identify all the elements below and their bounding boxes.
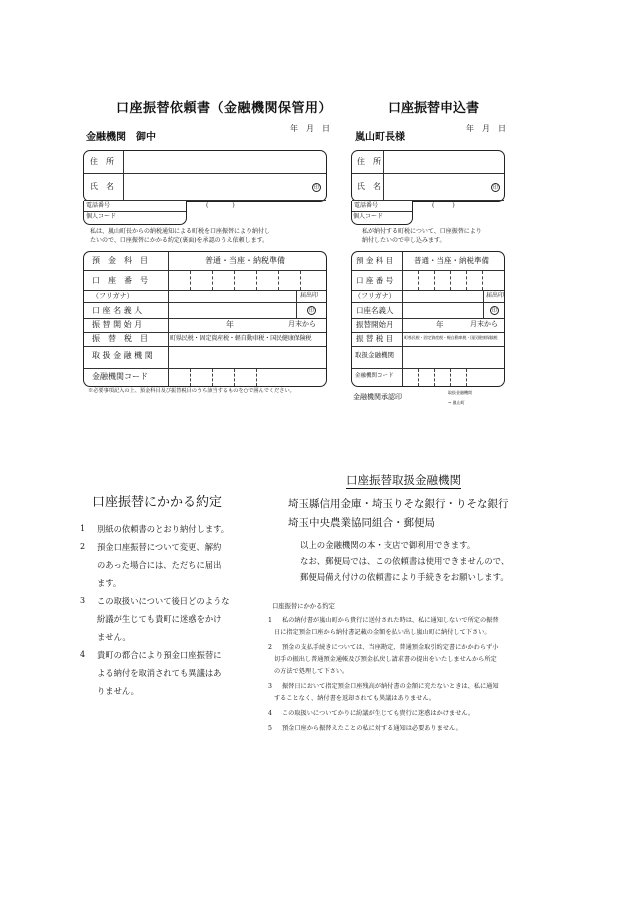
bank-form-seal-mark: 印 <box>313 185 319 191</box>
bank-form-intro-1: 私は、嵐山町長からの納税通知による町税を口座振替により納付し <box>90 228 271 235</box>
town-form-personal-code-label: 個人コード <box>353 213 384 220</box>
town-form-approval-label: 金融機関承認印 <box>353 393 402 401</box>
town-form-start-month-suffix: 月末から <box>470 320 498 328</box>
town-form-bank-input[interactable] <box>404 347 502 367</box>
town-form-name-label: 氏 名 <box>357 182 381 191</box>
town-form-start-year: 年 <box>436 320 444 329</box>
bank-form-footnote: ※必要事項記入の上、預金科目及び振替税目のうち該当するものを○で囲んでください。 <box>88 388 295 394</box>
agreement-item-number: 4 <box>80 650 86 659</box>
town-form-intro-2: 納付したいので申し込みます。 <box>362 237 446 244</box>
town-form-phone-label: 電話番号 <box>354 202 379 209</box>
bank-form-deposit-type-options[interactable]: 普通・当座・納税準備 <box>205 256 285 265</box>
bank-form-tax-label: 振 替 税 目 <box>92 334 148 343</box>
town-form-deposit-type-options[interactable]: 普通・当座・納税準備 <box>414 256 489 265</box>
town-form-bank-code-label: 金融機関コード <box>355 373 394 379</box>
banks-line-1: 埼玉縣信用金庫・埼玉りそな銀行・りそな銀行 <box>288 498 509 510</box>
agreement-item-text: 預金口座振替について変更、解約 <box>97 542 222 552</box>
town-form-phone-input[interactable]: ( ) <box>432 202 455 209</box>
bank-form-holder-seal-mark: 印 <box>308 308 314 314</box>
bank-form-title: 口座振替依頼書（金融機関保管用） <box>116 101 333 116</box>
agreement-item-text: りません。 <box>97 686 139 696</box>
bank-form-name-input[interactable] <box>125 175 305 197</box>
agreement-item-number: 3 <box>80 596 86 605</box>
town-application-form <box>340 0 530 410</box>
bank-agreement-item-text: することなく、納付書を返却されても異議はありません。 <box>274 695 436 702</box>
bank-agreement-section <box>262 598 602 748</box>
town-form-addressee: 嵐山町長様 <box>355 132 405 143</box>
bank-agreement-item-number: 4 <box>268 710 272 717</box>
town-form-intro-1: 私が納付する町税について、口座振替により <box>362 228 482 235</box>
town-form-address-input[interactable] <box>385 152 501 172</box>
agreement-section <box>0 480 290 700</box>
town-form-holder-seal-mark: 印 <box>491 308 497 314</box>
agreement-item-number: 1 <box>80 524 86 533</box>
bank-agreement-item-number: 1 <box>268 617 272 624</box>
bank-form-holder-label: 口 座 名 義 人 <box>92 306 143 315</box>
bank-form-address-input[interactable] <box>125 152 323 172</box>
bank-agreement-item-text: の方法で処理して下さい。 <box>274 668 349 675</box>
agreement-item-text: この取扱いについて後日どのような <box>97 596 230 606</box>
bank-form-name-label: 氏 名 <box>90 182 114 191</box>
town-form-start-month-label: 振替開始月 <box>356 320 394 329</box>
bank-form-date: 年 月 日 <box>290 124 330 133</box>
banks-section <box>270 470 620 590</box>
agreement-item-text: よる納付を取消されても異議はあ <box>97 668 222 678</box>
town-form-note-1: 取扱金融機関 <box>448 390 472 395</box>
town-form-address-label: 住 所 <box>357 157 381 166</box>
town-form-name-input[interactable] <box>385 175 485 197</box>
town-form-tax-label: 振 替 税 目 <box>356 334 394 343</box>
town-form-bank-label: 取扱金融機関 <box>355 351 394 359</box>
bank-agreement-item-text: 振替日において指定預金口座残高が納付書の金額に充たないときは、私に通知 <box>282 683 499 690</box>
bank-form-bank-code-label: 金融機関コード <box>92 372 148 381</box>
bank-form-registered-seal-label: 届出印 <box>300 292 319 299</box>
town-form-furigana-label: （フリガナ） <box>354 292 396 300</box>
town-form-tax-options[interactable]: 町県民税・固定資産税・軽自動車税・国民健康保険税 <box>404 335 498 340</box>
bank-form-furigana-label: （フリガナ） <box>92 292 134 300</box>
bank-form-personal-code-label: 個人コード <box>86 213 117 220</box>
bank-form-address-label: 住 所 <box>90 157 114 166</box>
bank-agreement-item-text: 日に指定預金口座から納付書記載の金額を払い出し嵐山町に納付して下さい。 <box>274 629 491 636</box>
bank-form-start-year: 年 <box>226 320 234 329</box>
bank-agreement-item-text: 切手の振出し普通預金通帳及び預金払戻し請求書の提出をいたしませんから所定 <box>274 656 497 663</box>
town-form-date: 年 月 日 <box>466 124 506 133</box>
bank-form-start-month-suffix: 月末から <box>288 320 316 328</box>
bank-form-account-number-label: 口 座 番 号 <box>92 276 148 285</box>
bank-form-deposit-type-label: 預 金 科 目 <box>92 256 148 265</box>
bank-copy-form <box>0 0 340 410</box>
agreement-item-text: 貴町の都合により預金口座振替に <box>97 650 222 660</box>
town-form-account-number-label: 口 座 番 号 <box>356 276 394 285</box>
bank-agreement-item-number: 2 <box>268 644 272 651</box>
town-form-registered-seal-label: 届出印 <box>486 292 505 299</box>
bank-form-intro-2: たいので、口座振替にかかる約定(裏面)を承認のうえ依頼します。 <box>90 237 269 244</box>
banks-title: 口座振替取扱金融機関 <box>346 473 461 487</box>
banks-note-2: なお、郵便局では、この依頼書は使用できませんので、 <box>300 556 510 566</box>
agreement-item-text: 紛議が生じても貴町に迷惑をかけ <box>97 614 222 624</box>
bank-form-phone-label: 電話番号 <box>86 202 111 209</box>
bank-agreement-title: 口座振替にかかる約定 <box>272 603 335 610</box>
town-form-note-2: → 嵐山町 <box>448 400 465 405</box>
bank-agreement-item-text: 預金口座から振替えたことの私に対する通知は必要ありません。 <box>282 725 462 732</box>
agreement-item-text: ます。 <box>97 578 122 588</box>
town-form-deposit-type-label: 預 金 科 目 <box>356 256 394 265</box>
town-form-account-number-input[interactable] <box>404 271 502 290</box>
bank-agreement-item-number: 5 <box>268 725 272 732</box>
bank-agreement-item-number: 3 <box>268 683 272 690</box>
town-form-holder-input[interactable] <box>404 291 482 317</box>
agreement-item-text: 別紙の依頼書のとおり納付します。 <box>97 524 230 534</box>
bank-form-holder-input[interactable] <box>170 291 294 317</box>
town-form-title: 口座振替申込書 <box>388 101 480 116</box>
agreement-title: 口座振替にかかる約定 <box>92 495 223 510</box>
bank-agreement-item-text: 預金の支払手続きについては、当座勘定、普通預金取引約定書にかかわらず小 <box>282 644 499 651</box>
bank-agreement-item-text: この取扱いについてかりに紛議が生じても貴行に迷惑はかけません。 <box>282 710 475 717</box>
banks-note-3: 郵便局備え付けの依頼書により手続きをお願いします。 <box>300 572 509 582</box>
bank-form-tax-options[interactable]: 町県民税・固定資産税・軽自動車税・国民健康保険税 <box>170 335 312 342</box>
bank-form-addressee: 金融機関 御中 <box>86 132 156 143</box>
banks-line-2: 埼玉中央農業協同組合・郵便局 <box>288 517 435 529</box>
bank-form-start-month-label: 振 替 開 始 月 <box>92 320 143 329</box>
bank-form-account-number-input[interactable] <box>170 271 324 290</box>
bank-agreement-item-text: 私の納付書が嵐山町から貴行に送付された時は、私に通知しないで所定の振替 <box>282 617 499 624</box>
town-form-seal-mark: 印 <box>492 185 498 191</box>
bank-form-phone-input[interactable]: ( ) <box>206 202 235 209</box>
agreement-item-text: のあった場合には、ただちに届出 <box>97 560 222 570</box>
town-form-holder-label: 口座名義人 <box>356 306 394 315</box>
agreement-item-text: ません。 <box>97 632 131 642</box>
agreement-item-number: 2 <box>80 542 86 551</box>
bank-form-bank-label: 取 扱 金 融 機 関 <box>92 351 153 360</box>
banks-note-1: 以上の金融機関の本・支店で御利用できます。 <box>300 540 476 550</box>
bank-form-bank-input[interactable] <box>170 347 324 367</box>
